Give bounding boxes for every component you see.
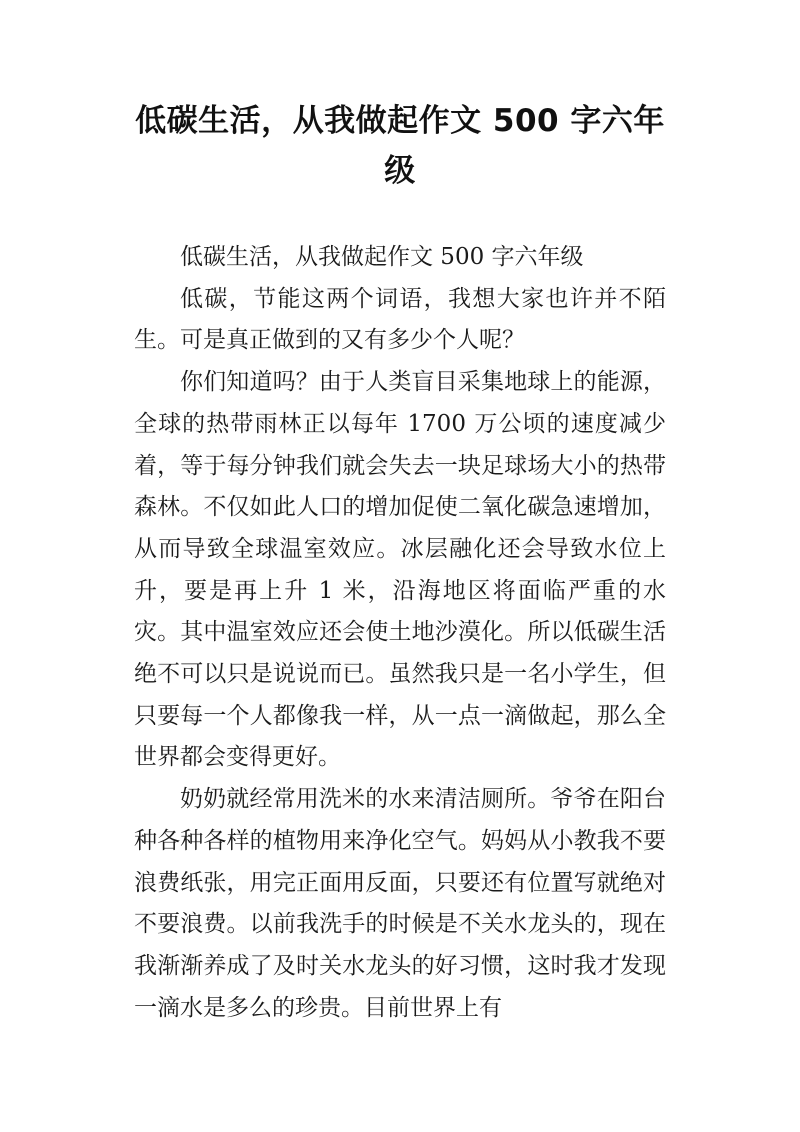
document-title: 低碳生活，从我做起作文 500 字六年级 [135,103,665,189]
paragraph-facts: 你们知道吗？由于人类盲目采集地球上的能源，全球的热带雨林正以每年 1700 万公顷的速度减少着，等于每分钟我们就会失去一块足球场大小的热带森林。不仅如此人口的增加促使二氧化碳急速增加，从而导致全球温室效应。冰层融化还会导致水位上升，要是再上升 1 米，沿海地区将面临严重的水灾。其中温室效应还会使土地沙漠化。所以低碳生活绝不可以只是说说而已。虽然我只是一名小学生，但只要每一个人都像我一样，从一点一滴做起，那么全世界都会变得更好。 [134,369,666,771]
document-body [134,237,666,1029]
paragraph-subtitle: 低碳生活，从我做起作文 500 字六年级 [180,244,584,270]
paragraph-intro: 低碳，节能这两个词语，我想大家也许并不陌生。可是真正做到的又有多少个人呢？ [134,285,666,354]
paragraph-family: 奶奶就经常用洗米的水来清洁厕所。爷爷在阳台种各种各样的植物用来净化空气。妈妈从小教我不要浪费纸张，用完正面用反面，只要还有位置写就绝对不要浪费。以前我洗手的时候是不关水龙头的，现在我渐渐养成了及时关水龙头的好习惯，这时我才发现一滴水是多么的珍贵。目前世界上有 [134,786,666,1021]
